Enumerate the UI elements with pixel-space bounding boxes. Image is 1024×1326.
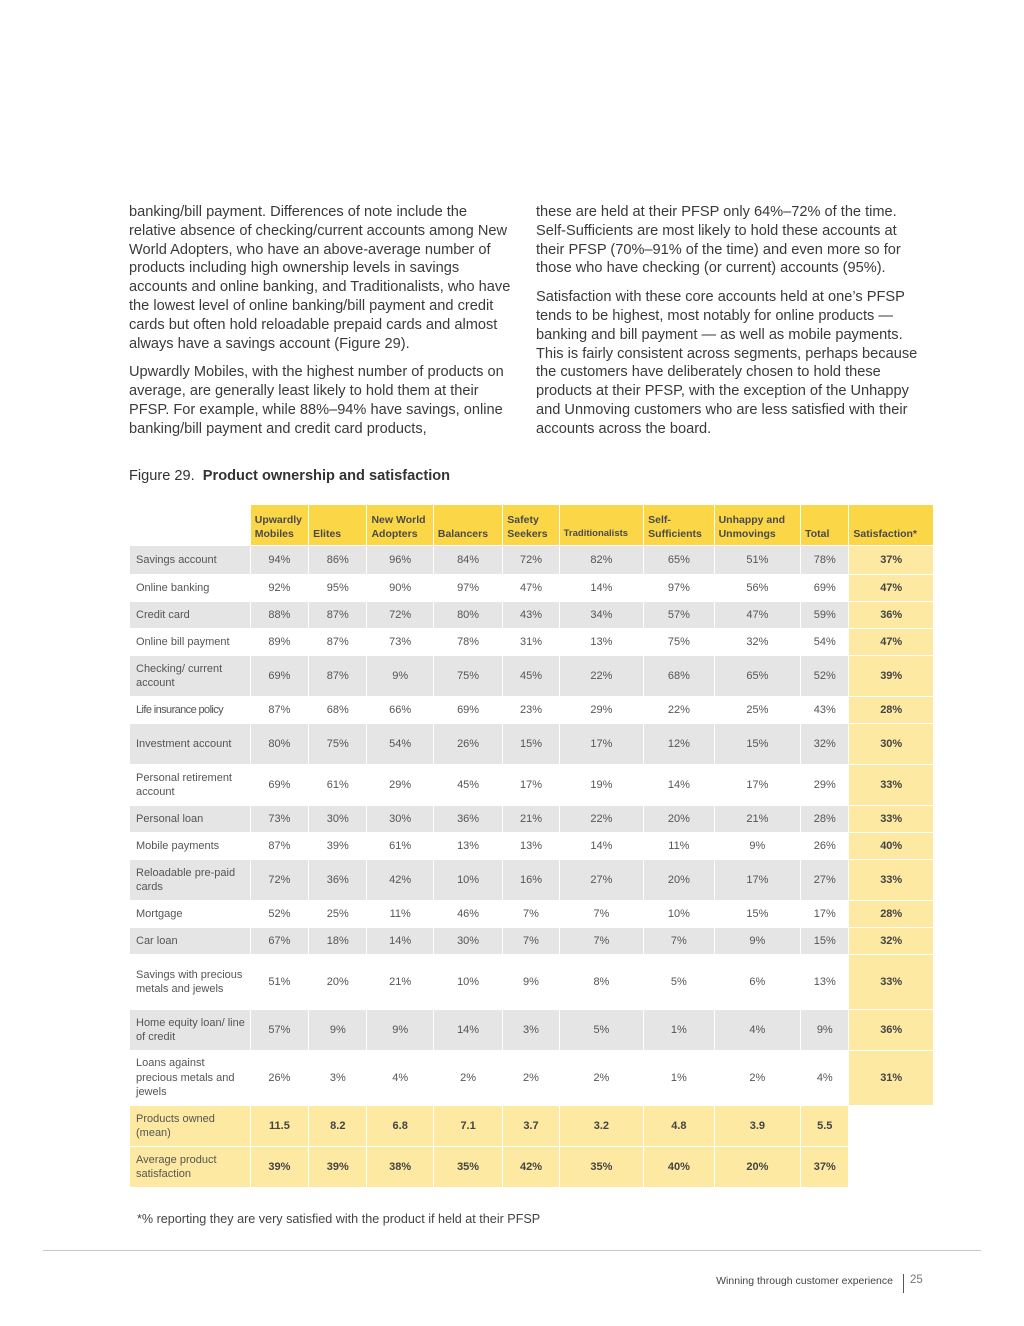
table-cell: 17% [560,724,644,764]
header-blank [130,505,250,545]
row-label: Online banking [130,575,250,601]
table-cell: 1% [644,1051,713,1105]
table-cell: 2% [503,1051,558,1105]
figure-number: Figure 29. [129,468,195,484]
table-cell: 17% [503,765,558,805]
table-cell: 56% [715,575,801,601]
page-number: 25 [910,1274,923,1286]
footnote: *% reporting they are very satisfied with the product if held at their PFSP [137,1212,541,1226]
row-label: Loans against precious metals and jewels [130,1051,250,1105]
table-cell: 20% [644,860,713,900]
satisfaction-cell: 39% [849,656,933,696]
table-cell: 68% [309,697,366,723]
table-cell: 5% [644,955,713,1009]
table-cell: 47% [715,602,801,628]
table-cell: 9% [367,656,432,696]
table-cell: 65% [644,546,713,574]
table-row [130,575,933,601]
body-column-left [129,203,517,449]
table-cell: 11% [644,833,713,859]
table-cell: 46% [434,901,502,927]
row-label: Personal retirement account [130,765,250,805]
table-cell: 14% [644,765,713,805]
column-header: Total [801,505,848,545]
satisfaction-cell: 36% [849,602,933,628]
table-cell: 21% [367,955,432,1009]
column-header: Traditionalists [560,505,644,545]
table-cell: 90% [367,575,432,601]
table-row [130,860,933,900]
row-label: Savings account [130,546,250,574]
table-cell: 9% [801,1010,848,1050]
row-label: Reloadable pre-paid cards [130,860,250,900]
table-cell: 72% [503,546,558,574]
table-cell: 72% [367,602,432,628]
table-row [130,656,933,696]
table-cell: 47% [503,575,558,601]
satisfaction-cell: 30% [849,724,933,764]
table-cell: 73% [251,806,308,832]
table-cell: 75% [309,724,366,764]
table-cell: 25% [309,901,366,927]
table-cell: 15% [715,724,801,764]
empty-cell [849,1106,933,1146]
table-cell: 15% [503,724,558,764]
table-cell: 5.5 [801,1106,848,1146]
table-cell: 36% [434,806,502,832]
table-row [130,697,933,723]
table-cell: 61% [367,833,432,859]
column-header: Safety Seekers [503,505,558,545]
satisfaction-cell: 47% [849,575,933,601]
table-row [130,955,933,1009]
row-label: Personal loan [130,806,250,832]
table-cell: 57% [251,1010,308,1050]
table-cell: 7% [503,901,558,927]
table-cell: 19% [560,765,644,805]
summary-row [130,1147,933,1187]
table-cell: 25% [715,697,801,723]
table-cell: 26% [434,724,502,764]
table-cell: 97% [434,575,502,601]
empty-cell [849,1147,933,1187]
table-row [130,833,933,859]
table-row [130,806,933,832]
table-header-row [130,505,933,545]
table-row [130,1010,933,1050]
table-cell: 9% [309,1010,366,1050]
table-cell: 52% [801,656,848,696]
table-cell: 13% [434,833,502,859]
table-cell: 22% [644,697,713,723]
table-cell: 87% [309,656,366,696]
table-cell: 10% [434,955,502,1009]
table-cell: 51% [251,955,308,1009]
table-cell: 8% [560,955,644,1009]
table-cell: 75% [434,656,502,696]
table-cell: 68% [644,656,713,696]
table-cell: 61% [309,765,366,805]
table-cell: 30% [434,928,502,954]
table-cell: 59% [801,602,848,628]
table-cell: 86% [309,546,366,574]
table-cell: 21% [503,806,558,832]
table-cell: 7.1 [434,1106,502,1146]
footer-divider [903,1274,904,1293]
table-cell: 65% [715,656,801,696]
table-cell: 30% [309,806,366,832]
table-cell: 15% [715,901,801,927]
table-cell: 43% [503,602,558,628]
row-label: Mortgage [130,901,250,927]
table-cell: 28% [801,806,848,832]
table-cell: 72% [251,860,308,900]
table-cell: 3.9 [715,1106,801,1146]
table-cell: 69% [434,697,502,723]
table-cell: 3% [503,1010,558,1050]
table-cell: 87% [309,629,366,655]
table-cell: 20% [309,955,366,1009]
row-label: Life insurance policy [130,697,250,723]
satisfaction-cell: 28% [849,901,933,927]
table-cell: 5% [560,1010,644,1050]
table-cell: 32% [715,629,801,655]
table-cell: 95% [309,575,366,601]
table-cell: 35% [560,1147,644,1187]
table-cell: 23% [503,697,558,723]
table-cell: 34% [560,602,644,628]
table-cell: 69% [251,765,308,805]
table-cell: 52% [251,901,308,927]
table-cell: 17% [801,901,848,927]
table-cell: 57% [644,602,713,628]
table-cell: 9% [503,955,558,1009]
satisfaction-cell: 33% [849,955,933,1009]
table-cell: 88% [251,602,308,628]
table-cell: 7% [644,928,713,954]
table-cell: 4% [367,1051,432,1105]
table-cell: 7% [503,928,558,954]
column-header: Self-Sufficients [644,505,713,545]
paragraph: Satisfaction with these core accounts held at one’s PFSP tends to be highest, most notably for online products — banking and bill payment — as well as mobile payments. This is fairly consistent across segments, perhaps because the customers have deliberately chosen to hold these products at their PFSP, with the exception of the Unhappy and Unmoving customers who are less satisfied with their accounts across the board. [536,289,918,437]
table-cell: 40% [644,1147,713,1187]
table-cell: 16% [503,860,558,900]
table-cell: 54% [367,724,432,764]
body-column-right [536,203,924,449]
table-cell: 12% [644,724,713,764]
table-cell: 27% [560,860,644,900]
table-cell: 4% [801,1051,848,1105]
table-cell: 22% [560,656,644,696]
row-label: Mobile payments [130,833,250,859]
table-cell: 36% [309,860,366,900]
footer-title: Winning through customer experience [716,1275,893,1287]
table-cell: 9% [715,928,801,954]
table-cell: 10% [434,860,502,900]
table-cell: 3.2 [560,1106,644,1146]
table-cell: 14% [367,928,432,954]
table-cell: 87% [251,697,308,723]
figure-caption: Product ownership and satisfaction [202,468,451,484]
satisfaction-cell: 37% [849,546,933,574]
table-cell: 9% [367,1010,432,1050]
table-cell: 6.8 [367,1106,432,1146]
table-cell: 89% [251,629,308,655]
table-cell: 7% [560,928,644,954]
table-cell: 38% [367,1147,432,1187]
satisfaction-cell: 33% [849,860,933,900]
table-cell: 11% [367,901,432,927]
table-cell: 78% [434,629,502,655]
table-cell: 84% [434,546,502,574]
table-cell: 14% [560,575,644,601]
satisfaction-cell: 33% [849,765,933,805]
table-row [130,629,933,655]
row-label: Average product satisfaction [130,1147,250,1187]
summary-row [130,1106,933,1146]
row-label: Online bill payment [130,629,250,655]
table-row [130,724,933,764]
table-cell: 78% [801,546,848,574]
table-cell: 29% [801,765,848,805]
table-row [130,546,933,574]
satisfaction-cell: 36% [849,1010,933,1050]
table-cell: 17% [715,860,801,900]
table-cell: 39% [309,1147,366,1187]
table-cell: 32% [801,724,848,764]
table-cell: 39% [309,833,366,859]
table-cell: 27% [801,860,848,900]
table-row [130,901,933,927]
table-cell: 4% [715,1010,801,1050]
paragraph: Upwardly Mobiles, with the highest number of products on average, are generally least likely to hold them at their PFSP. For example, while 88%–94% have savings, online banking/bill payment and credit card products, [129,364,504,437]
table-cell: 17% [715,765,801,805]
table-cell: 13% [801,955,848,1009]
table-cell: 51% [715,546,801,574]
table-cell: 35% [434,1147,502,1187]
row-label: Checking/ current account [130,656,250,696]
column-header-satisfaction: Satisfaction* [849,505,933,545]
table-cell: 87% [309,602,366,628]
column-header: Unhappy and Unmovings [715,505,801,545]
row-label: Products owned (mean) [130,1106,250,1146]
table-cell: 97% [644,575,713,601]
row-label: Car loan [130,928,250,954]
table-cell: 26% [801,833,848,859]
table-cell: 43% [801,697,848,723]
table-cell: 37% [801,1147,848,1187]
table-cell: 66% [367,697,432,723]
table-cell: 80% [251,724,308,764]
table-cell: 29% [560,697,644,723]
table-cell: 6% [715,955,801,1009]
table-cell: 30% [367,806,432,832]
table-row [130,602,933,628]
satisfaction-cell: 31% [849,1051,933,1105]
table-cell: 20% [715,1147,801,1187]
table-cell: 4.8 [644,1106,713,1146]
table-cell: 2% [715,1051,801,1105]
table-cell: 26% [251,1051,308,1105]
satisfaction-cell: 47% [849,629,933,655]
paragraph: banking/bill payment. Differences of note include the relative absence of checking/current accounts among New World Adopters, who have an above-average number of products including high ownership levels in savings accounts and online banking, and Traditionalists, who have the lowest level of online banking/bill payment and credit cards but often hold reloadable prepaid cards and almost always have a savings account (Figure 29). [129,204,511,352]
column-header: Elites [309,505,366,545]
table-cell: 45% [434,765,502,805]
table-cell: 11.5 [251,1106,308,1146]
table-cell: 8.2 [309,1106,366,1146]
table-cell: 69% [801,575,848,601]
table-cell: 10% [644,901,713,927]
table-row [130,928,933,954]
row-label: Investment account [130,724,250,764]
table-row [130,765,933,805]
paragraph: these are held at their PFSP only 64%–72% of the time. Self-Sufficients are most likely to hold these accounts at their PFSP (70%–91% of the time) and even more so for those who have checking (or current) accounts (95%). [536,204,901,277]
ownership-table [129,504,934,1188]
table-cell: 42% [503,1147,558,1187]
table-cell: 54% [801,629,848,655]
table-row [130,1051,933,1105]
table-cell: 42% [367,860,432,900]
table-cell: 94% [251,546,308,574]
table-cell: 3.7 [503,1106,558,1146]
satisfaction-cell: 28% [849,697,933,723]
table-cell: 69% [251,656,308,696]
row-label: Home equity loan/ line of credit [130,1010,250,1050]
footer-rule [43,1250,981,1251]
table-cell: 73% [367,629,432,655]
figure-title [129,468,450,484]
table-cell: 7% [560,901,644,927]
satisfaction-cell: 40% [849,833,933,859]
table-cell: 14% [434,1010,502,1050]
table-cell: 1% [644,1010,713,1050]
table-cell: 75% [644,629,713,655]
row-label: Savings with precious metals and jewels [130,955,250,1009]
column-header: Balancers [434,505,502,545]
table-cell: 15% [801,928,848,954]
table-cell: 92% [251,575,308,601]
table-cell: 96% [367,546,432,574]
table-cell: 80% [434,602,502,628]
table-cell: 2% [434,1051,502,1105]
table-cell: 39% [251,1147,308,1187]
table-cell: 9% [715,833,801,859]
table-cell: 20% [644,806,713,832]
column-header: Upwardly Mobiles [251,505,308,545]
table-cell: 87% [251,833,308,859]
satisfaction-cell: 32% [849,928,933,954]
table-cell: 13% [503,833,558,859]
table-cell: 2% [560,1051,644,1105]
table-cell: 3% [309,1051,366,1105]
table-cell: 22% [560,806,644,832]
table-cell: 18% [309,928,366,954]
table-cell: 31% [503,629,558,655]
satisfaction-cell: 33% [849,806,933,832]
table-cell: 29% [367,765,432,805]
table-cell: 21% [715,806,801,832]
table-cell: 14% [560,833,644,859]
table-cell: 82% [560,546,644,574]
column-header: New World Adopters [367,505,432,545]
row-label: Credit card [130,602,250,628]
table-cell: 13% [560,629,644,655]
table-cell: 67% [251,928,308,954]
table-cell: 45% [503,656,558,696]
